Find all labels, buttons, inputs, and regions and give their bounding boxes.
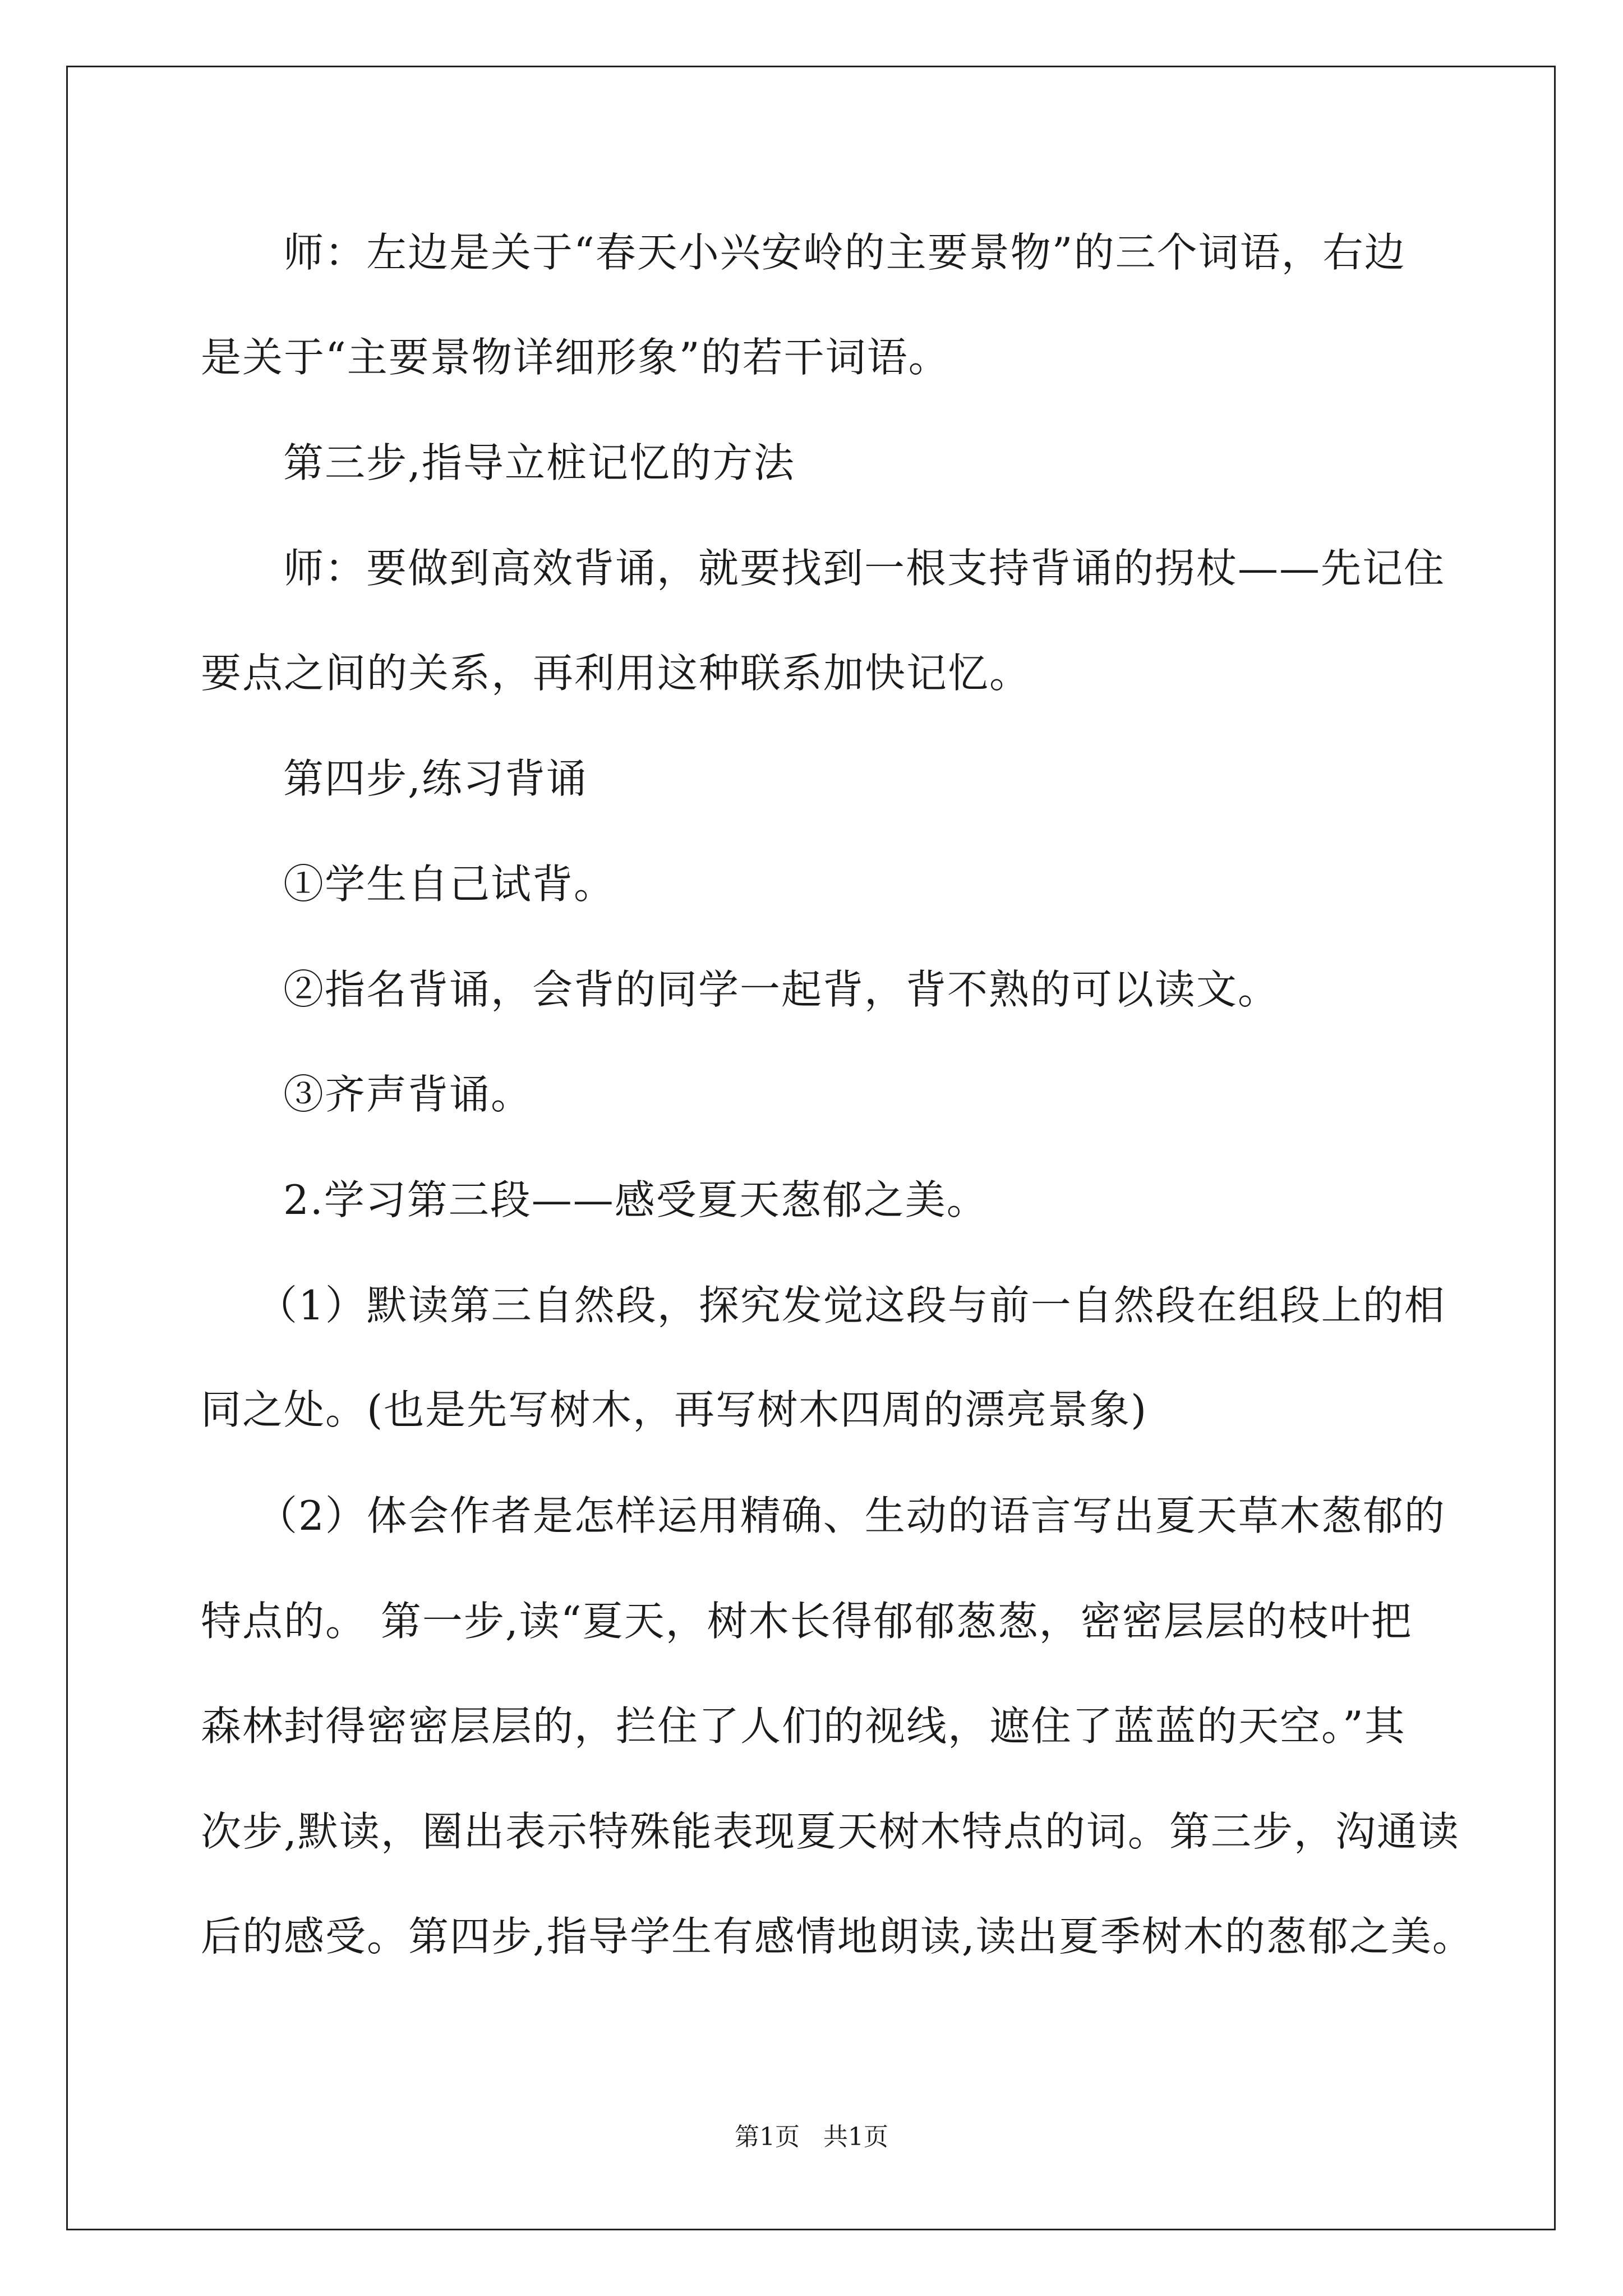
text-line-12: 同之处。(也是先写树木，再写树木四周的漂亮景象)	[201, 1386, 1148, 1433]
text-line-5: 要点之间的关系，再利用这种联系加快记忆。	[201, 650, 1031, 697]
text-line-17: 后的感受。第四步,指导学生有感情地朗读,读出夏季树木的葱郁之美。	[201, 1913, 1474, 1960]
text-line-13: （2）体会作者是怎样运用精确、生动的语言写出夏天草木葱郁的	[257, 1492, 1446, 1539]
text-line-7: ①学生自己试背。	[283, 861, 616, 908]
page-border	[66, 66, 1556, 2230]
text-line-10: 2.学习第三段——感受夏天葱郁之美。	[283, 1176, 988, 1223]
text-line-9: ③齐声背诵。	[283, 1071, 533, 1118]
text-line-6: 第四步,练习背诵	[283, 755, 588, 802]
text-line-11: （1）默读第三自然段，探究发觉这段与前一自然段在组段上的相	[257, 1282, 1446, 1329]
text-line-4: 师：要做到高效背诵，就要找到一根支持背诵的拐杖——先记住	[283, 545, 1446, 592]
text-line-14: 特点的。 第一步,读“夏天，树木长得郁郁葱葱，密密层层的枝叶把	[201, 1598, 1413, 1645]
text-line-1: 师：左边是关于“春天小兴安岭的主要景物”的三个词语，右边	[283, 229, 1406, 276]
text-line-15: 森林封得密密层层的，拦住了人们的视线，遮住了蓝蓝的天空。”其	[201, 1703, 1406, 1750]
text-line-3: 第三步,指导立桩记忆的方法	[283, 439, 795, 486]
text-line-2: 是关于“主要景物详细形象”的若干词语。	[201, 334, 950, 381]
text-line-16: 次步,默读，圈出表示特殊能表现夏天树木特点的词。第三步，沟通读	[201, 1808, 1460, 1855]
text-line-8: ②指名背诵，会背的同学一起背，背不熟的可以读文。	[283, 966, 1280, 1013]
page-footer: 第1页 共1页	[735, 2123, 888, 2151]
